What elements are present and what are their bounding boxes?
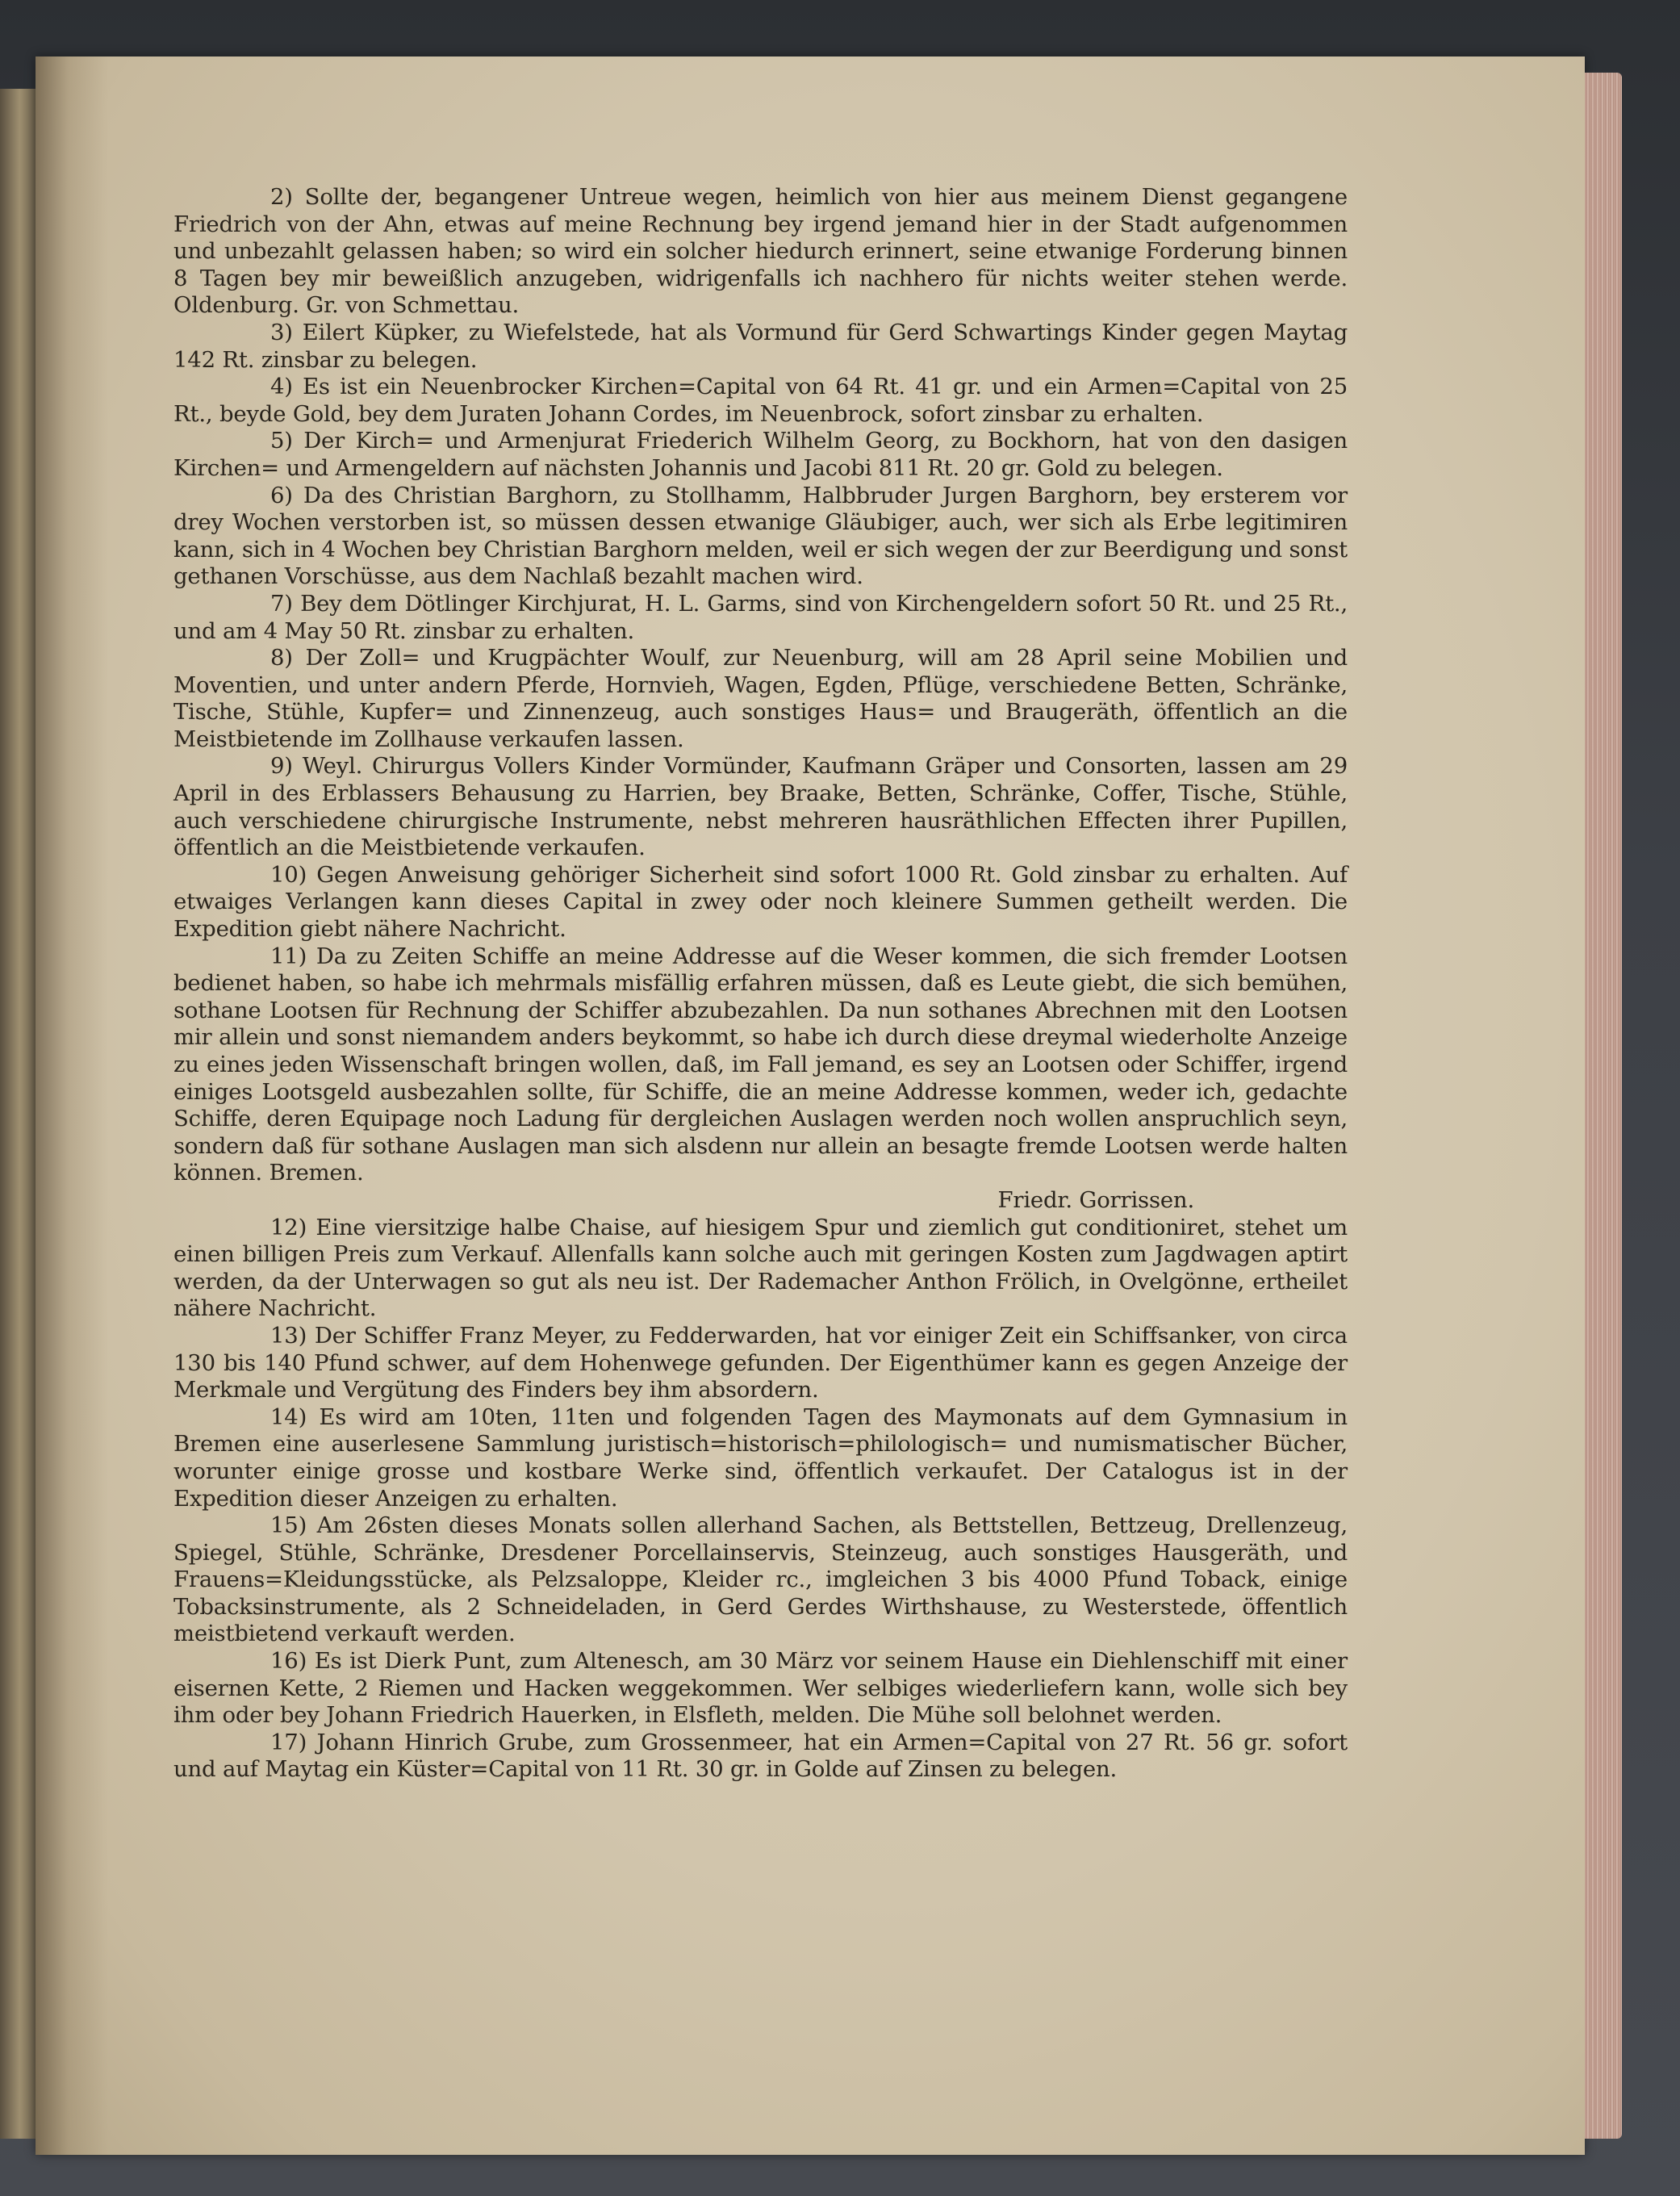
notice-15: 15) Am 26sten dieses Monats sollen allerhand Sachen, als Bettstellen, Bettzeug, Drellenzeug, Spiegel, Stühle, Schränke, Dresdener Porcellainservis, Steinzeug, auch sonstiges Hausgeräth, und Frauens=Kleidungsstücke, als Pelzsaloppe, Kleider rc., imgleichen 3 bis 4000 Pfund Toback, einige Tobacksinstrumente, als 2 Schneideladen, in Gerd Gerdes Wirthshause, zu Westerstede, öffentlich meistbietend verkauft werden. — [173, 1512, 1348, 1647]
notice-6: 6) Da des Christian Barghorn, zu Stollhamm, Halbbruder Jurgen Barghorn, bey ersterem vor drey Wochen verstorben ist, so müssen dessen etwanige Gläubiger, auch, wer sich als Erbe legitimiren kann, sich in 4 Wochen bey Christian Barghorn melden, weil er sich wegen der zur Beerdigung und sonst gethanen Vorschüsse, aus dem Nachlaß bezahlt machen wird. — [173, 482, 1348, 590]
notices-text-block — [173, 184, 1348, 2121]
notice-4: 4) Es ist ein Neuenbrocker Kirchen=Capital von 64 Rt. 41 gr. und ein Armen=Capital von 25 Rt., beyde Gold, bey dem Juraten Johann Cordes, im Neuenbrock, sofort zinsbar zu erhalten. — [173, 374, 1348, 427]
notice-7: 7) Bey dem Dötlinger Kirchjurat, H. L. Garms, sind von Kirchengeldern sofort 50 Rt. und 25 Rt., und am 4 May 50 Rt. zinsbar zu erhalten. — [173, 590, 1348, 644]
notice-11-signature: Friedr. Gorrissen. — [997, 1186, 1194, 1213]
notice-8: 8) Der Zoll= und Krugpächter Woulf, zur Neuenburg, will am 28 April seine Mobilien und Moventien, und unter andern Pferde, Hornvieh, Wagen, Egden, Pflüge, verschiedene Betten, Schränke, Tische, Stühle, Kupfer= und Zinnenzeug, auch sonstiges Haus= und Braugeräth, öffentlich an die Meistbietende im Zollhause verkaufen lassen. — [173, 645, 1348, 752]
notice-11: 11) Da zu Zeiten Schiffe an meine Addresse auf die Weser kommen, die sich fremder Lootsen bedienet haben, so habe ich mehrmals misfällig erfahren müssen, daß es Leute giebt, die sich bemühen, sothane Lootsen für Rechnung der Schiffer abzubezahlen. Da nun sothanes Abrechnen mit den Lootsen mir allein und sonst niemandem anders beykommt, so habe ich durch diese dreymal wiederholte Anzeige zu eines jeden Wissenschaft bringen wollen, daß, im Fall jemand, es sey an Lootsen oder Schiffer, irgend einiges Lootsgeld ausbezahlen sollte, für Schiffe, die an meine Addresse kommen, weder ich, gedachte Schiffe, deren Equipage noch Ladung für dergleichen Auslagen werden noch wollen anspruchlich seyn, sondern daß für sothane Auslagen man sich alsdenn nur allein an besagte fremde Lootsen werde halten können. Bremen. — [173, 943, 1348, 1186]
notice-17: 17) Johann Hinrich Grube, zum Grossenmeer, hat ein Armen=Capital von 27 Rt. 56 gr. sofort und auf Maytag ein Küster=Capital von 11 Rt. 30 gr. in Golde auf Zinsen zu belegen. — [173, 1729, 1348, 1783]
notice-10: 10) Gegen Anweisung gehöriger Sicherheit sind sofort 1000 Rt. Gold zinsbar zu erhalten. Auf etwaiges Verlangen kann dieses Capital in zwey oder noch kleinere Summen getheilt werden. Die Expedition giebt nähere Nachricht. — [173, 861, 1348, 943]
binding-gutter-shadow — [36, 56, 108, 2155]
notice-2: 2) Sollte der, begangener Untreue wegen, heimlich von hier aus meinem Dienst gegangene Friedrich von der Ahn, etwas auf meine Rechnung bey irgend jemand hier in der Stadt aufgenommen und unbezahlt gelassen haben; so wird ein solcher hiedurch erinnert, seine etwanige Forderung binnen 8 Tagen bey mir beweißlich anzugeben, widrigenfalls ich nachhero für nichts weiter stehen werde. Oldenburg. Gr. von Schmettau. — [173, 184, 1348, 319]
notice-16: 16) Es ist Dierk Punt, zum Altenesch, am 30 März vor seinem Hause ein Diehlenschiff mit einer eisernen Kette, 2 Riemen und Hacken weggekommen. Wer selbiges wiederliefern kann, wolle sich bey ihm oder bey Johann Friedrich Hauerken, in Elsfleth, melden. Die Mühe soll belohnet werden. — [173, 1648, 1348, 1729]
notice-9: 9) Weyl. Chirurgus Vollers Kinder Vormünder, Kaufmann Gräper und Consorten, lassen am 29 April in des Erblassers Behausung zu Harrien, bey Braake, Betten, Schränke, Coffer, Tische, Stühle, auch verschiedene chirurgische Instrumente, nebst mehreren hausräthlichen Effecten ihrer Pupillen, öffentlich an die Meistbietende verkaufen. — [173, 753, 1348, 861]
notice-5: 5) Der Kirch= und Armenjurat Friederich Wilhelm Georg, zu Bockhorn, hat von den dasigen Kirchen= und Armengeldern auf nächsten Johannis und Jacobi 811 Rt. 20 gr. Gold zu belegen. — [173, 428, 1348, 481]
notice-13: 13) Der Schiffer Franz Meyer, zu Fedderwarden, hat vor einiger Zeit ein Schiffsanker, von circa 130 bis 140 Pfund schwer, auf dem Hohenwege gefunden. Der Eigenthümer kann es gegen Anzeige der Merkmale und Vergütung des Finders bey ihm absordern. — [173, 1322, 1348, 1403]
notice-14: 14) Es wird am 10ten, 11ten und folgenden Tagen des Maymonats auf dem Gymnasium in Bremen eine auserlesene Sammlung juristisch=historisch=philologisch= und numismatischer Bücher, worunter einige grosse und kostbare Werke sind, öffentlich verkaufet. Der Catalogus ist in der Expedition dieser Anzeigen zu erhalten. — [173, 1403, 1348, 1512]
page-stack-edges — [1585, 73, 1622, 2139]
notice-12: 12) Eine viersitzige halbe Chaise, auf hiesigem Spur und ziemlich gut conditioniret, stehet um einen billigen Preis zum Verkauf. Allenfalls kann solche auch mit geringen Kosten zum Jagdwagen aptirt werden, da der Unterwagen so gut als neu ist. Der Rademacher Anthon Frölich, in Ovelgönne, ertheilet nähere Nachricht. — [173, 1214, 1348, 1322]
facing-page-edge — [0, 89, 36, 2139]
notice-3: 3) Eilert Küpker, zu Wiefelstede, hat als Vormund für Gerd Schwartings Kinder gegen Maytag 142 Rt. zinsbar zu belegen. — [173, 319, 1348, 373]
